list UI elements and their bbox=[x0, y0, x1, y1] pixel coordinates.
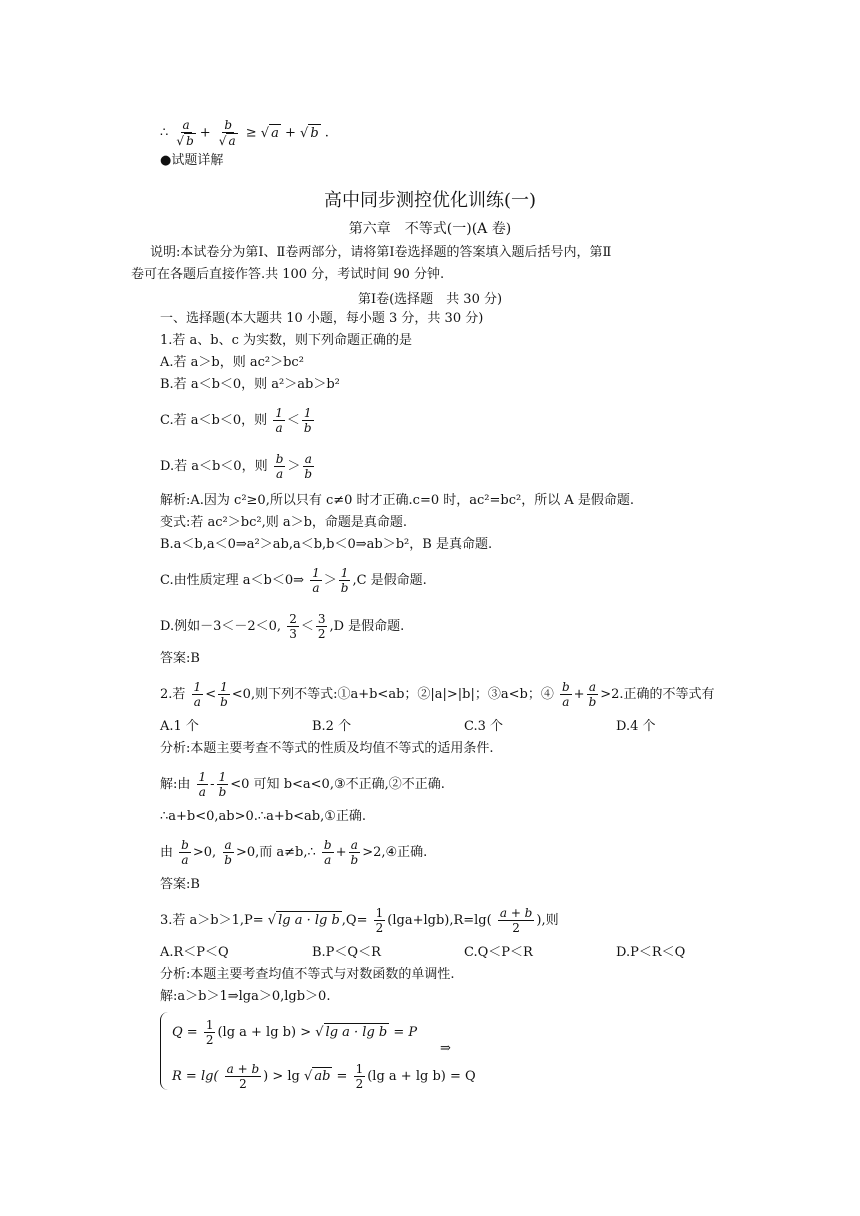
q2-opt-c: C.3 个 bbox=[464, 719, 504, 734]
q3-opt-c: C.Q＜P＜R bbox=[464, 945, 533, 960]
q2-solution-2: ∴a+b<0,ab>0.∴a+b<ab,①正确. bbox=[160, 809, 367, 824]
chapter-subtitle: 第六章 不等式(一)(A 卷) bbox=[348, 221, 512, 237]
q2-analysis: 分析:本题主要考查不等式的性质及均值不等式的适用条件. bbox=[160, 741, 494, 756]
system-brace bbox=[160, 1012, 171, 1090]
implies-symbol: ⇒ bbox=[440, 1041, 451, 1056]
fraction-a-over-sqrt-b: a √ b bbox=[174, 118, 197, 148]
detail-label: ●试题详解 bbox=[160, 153, 224, 168]
q1-answer: 答案:B bbox=[160, 651, 200, 666]
part-heading: 第Ⅰ卷(选择题 共 30 分) bbox=[357, 292, 503, 307]
q3-opt-d: D.P＜R＜Q bbox=[616, 945, 686, 960]
q1-option-d: D.若 a＜b＜0，则 $\frac{b}{a}$ ＞ $\frac{a}{b}$ bbox=[160, 452, 313, 481]
q3-analysis: 分析:本题主要考查均值不等式与对数函数的单调性. bbox=[160, 967, 455, 982]
q3-system-line-1: Q = $\frac{1}{2}$ (lg a + lg b) > √ lg a · lg b = P bbox=[172, 1018, 417, 1047]
fraction-b-over-sqrt-a: b √ a bbox=[217, 118, 240, 148]
q3-stem: 3.若 a＞b＞1,P= √ lg a · lg b ,Q= $\frac{1}{2}$ (lga+lgb),R=lg( $\frac{a + b}{2}$ ),则 bbox=[160, 906, 559, 935]
therefore-symbol: ∴ bbox=[160, 125, 169, 141]
q2-answer: 答案:B bbox=[160, 877, 200, 892]
top-formula: ∴ a √ b + b √ a ≥ √ a + √ b . bbox=[160, 118, 329, 148]
q2-opt-d: D.4 个 bbox=[616, 719, 656, 734]
page-title: 高中同步测控优化训练(一) bbox=[323, 190, 537, 211]
note-line-2: 卷可在各题后直接作答.共 100 分，考试时间 90 分钟. bbox=[131, 267, 445, 282]
q1-option-a: A.若 a＞b，则 ac²＞bc² bbox=[160, 355, 304, 370]
q3-opt-a: A.R＜P＜Q bbox=[160, 945, 229, 960]
note-line-1: 说明:本试卷分为第Ⅰ、Ⅱ卷两部分，请将第Ⅰ卷选择题的答案填入题后括号内，第Ⅱ bbox=[150, 245, 612, 260]
q1-analysis-3: B.a＜b,a＜0⇒a²＞ab,a＜b,b＜0⇒ab＞b²，B 是真命题. bbox=[160, 537, 493, 552]
q2-stem: 2.若 $\frac{1}{a}$ < $\frac{1}{b}$ <0,则下列不等式:①a+b<ab；②|a|>|b|；③a<b；④ $\frac{b}{a}$ + $\frac{a}{b}$ >2.正确的不等式有 bbox=[160, 680, 715, 709]
q2-solution-1: 解:由 $\frac{1}{a}$ - $\frac{1}{b}$ <0 可知 b<a<0,③不正确,②不正确. bbox=[160, 770, 445, 799]
q3-system-line-2: R = lg( $\frac{a + b}{2}$ ) > lg √ ab = $\frac{1}{2}$ (lg a + lg b) = Q bbox=[172, 1062, 476, 1091]
q1-analysis-4: C.由性质定理 a＜b＜0⇒ $\frac{1}{a}$ ＞ $\frac{1}{b}$ ,C 是假命题. bbox=[160, 566, 427, 595]
q1-option-c: C.若 a＜b＜0，则 $\frac{1}{a}$ ＜ $\frac{1}{b}$ bbox=[160, 406, 312, 435]
q2-solution-3: 由 $\frac{b}{a}$ >0, $\frac{a}{b}$ >0,而 a≠b,∴ $\frac{b}{a}$ + $\frac{a}{b}$ >2,④正确. bbox=[160, 838, 428, 867]
q1-stem: 1.若 a、b、c 为实数，则下列命题正确的是 bbox=[160, 333, 413, 348]
q2-opt-a: A.1 个 bbox=[160, 719, 199, 734]
q3-solution-1: 解:a＞b＞1⇒lga＞0,lgb＞0. bbox=[160, 989, 331, 1004]
q2-opt-b: B.2 个 bbox=[312, 719, 352, 734]
section-heading: 一、选择题(本大题共 10 小题，每小题 3 分，共 30 分) bbox=[160, 311, 484, 326]
q1-analysis-1: 解析:A.因为 c²≥0,所以只有 c≠0 时才正确.c=0 时，ac²=bc²，所以 A 是假命题. bbox=[160, 493, 634, 508]
q1-analysis-5: D.例如－3＜－2＜0, $\frac{2}{3}$ ＜ $\frac{3}{2}$ ,D 是假命题. bbox=[160, 612, 405, 641]
q1-analysis-2: 变式:若 ac²＞bc²,则 a＞b，命题是真命题. bbox=[160, 515, 408, 530]
q1-option-b: B.若 a＜b＜0，则 a²＞ab＞b² bbox=[160, 377, 340, 392]
q3-opt-b: B.P＜Q＜R bbox=[312, 945, 381, 960]
